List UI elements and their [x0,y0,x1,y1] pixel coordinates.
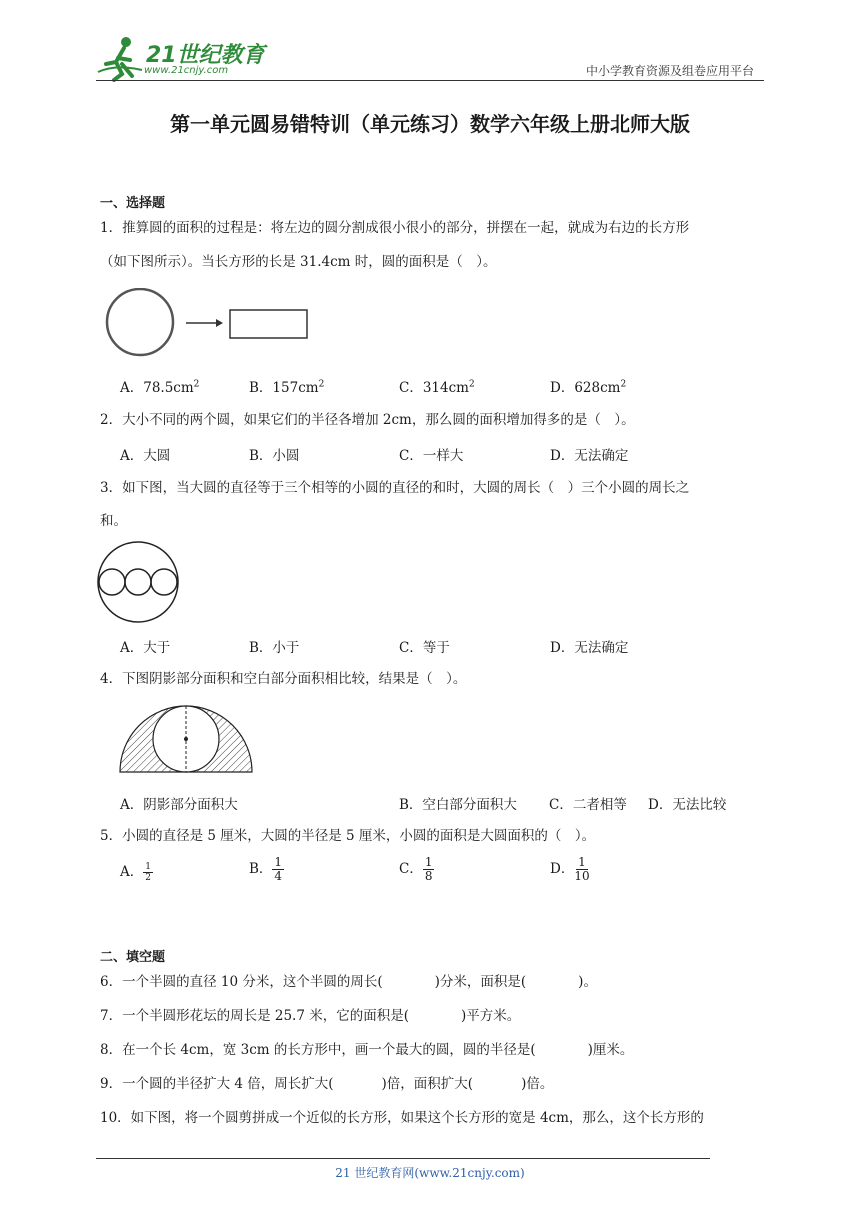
question-10: 10．如下图，将一个圆剪拼成一个近似的长方形，如果这个长方形的宽是 4cm，那么，这个长方形的 [100,1110,704,1126]
fraction-one-tenth: $\frac{1}{10}$ [574,855,590,883]
q4-option-a[interactable]: A．阴影部分面积大 [120,797,238,813]
section-heading-choice: 一、选择题 [100,196,166,211]
logo-runner-icon [96,34,146,84]
q4-option-b[interactable]: B．空白部分面积大 [399,797,517,813]
q3-option-b[interactable]: B．小于 [249,640,300,656]
question-6: 6．一个半圆的直径 10 分米，这个半圆的周长( )分米，面积是( )。 [100,974,597,990]
q4-option-d[interactable]: D．无法比较 [648,797,727,813]
logo-url: www.21cnjy.com [144,65,229,76]
q5-option-d[interactable]: D． $\frac{1}{10}$ [550,855,590,883]
q2-option-a[interactable]: A．大圆 [120,448,171,464]
question-2: 2．大小不同的两个圆，如果它们的半径各增加 2cm，那么圆的面积增加得多的是（ ）。 [100,412,635,428]
question-4: 4．下图阴影部分面积和空白部分面积相比较，结果是（ ）。 [100,671,467,687]
header-platform-text: 中小学教育资源及组卷应用平台 [585,64,754,78]
question-7: 7．一个半圆形花坛的周长是 25.7 米，它的面积是( )平方米。 [100,1008,521,1024]
header-divider [96,80,764,81]
q4-option-c[interactable]: C．二者相等 [549,797,627,813]
fraction-one-half: $\frac{1}{2}$ [145,862,151,883]
section-heading-fill: 二、填空题 [100,950,166,965]
q3-option-a[interactable]: A．大于 [120,640,171,656]
question-3-line-2: 和。 [100,513,127,529]
circle-to-rectangle-figure [104,288,314,360]
q1-option-c[interactable]: C．$314cm^2$ [399,379,475,396]
q1-option-d[interactable]: D．$628cm^2$ [550,379,627,396]
question-9: 9．一个圆的半径扩大 4 倍，周长扩大( )倍，面积扩大( )倍。 [100,1076,554,1092]
q5-option-c[interactable]: C． $\frac{1}{8}$ [399,855,433,883]
q2-option-b[interactable]: B．小圆 [249,448,300,464]
three-circles-figure [96,540,182,626]
q5-option-b[interactable]: B． $\frac{1}{4}$ [249,855,283,883]
fraction-one-eighth: $\frac{1}{8}$ [424,855,433,883]
footer-divider [96,1158,710,1159]
footer-text: 21 世纪教育网(www.21cnjy.com) [335,1166,525,1180]
q2-option-c[interactable]: C．一样大 [399,448,464,464]
page-title: 第一单元圆易错特训（单元练习）数学六年级上册北师大版 [170,112,690,136]
q1-option-b[interactable]: B．$157cm^2$ [249,379,325,396]
q2-option-d[interactable]: D．无法确定 [550,448,629,464]
question-3-line-1: 3．如下图，当大圆的直径等于三个相等的小圆的直径的和时，大圆的周长（ ）三个小圆的周长之 [100,480,690,496]
question-1-line-2: （如下图所示）。当长方形的长是 31.4cm 时，圆的面积是（ ）。 [100,254,497,270]
q5-option-a[interactable]: A． $\frac{1}{2}$ [120,862,151,883]
q1-option-a[interactable]: A．$78.5cm^2$ [120,379,200,396]
question-5: 5．小圆的直径是 5 厘米，大圆的半径是 5 厘米，小圆的面积是大圆面积的（ ）。 [100,828,596,844]
q3-option-c[interactable]: C．等于 [399,640,450,656]
semicircle-shaded-figure [118,702,254,774]
question-1-line-1: 1．推算圆的面积的过程是：将左边的圆分割成很小很小的部分，拼摆在一起，就成为右边的长方形 [100,220,690,236]
logo-text: 21世纪教育 [146,43,265,68]
fraction-one-quarter: $\frac{1}{4}$ [274,855,283,883]
q3-option-d[interactable]: D．无法确定 [550,640,629,656]
question-8: 8．在一个长 4cm，宽 3cm 的长方形中，画一个最大的圆，圆的半径是( )厘米。 [100,1042,634,1058]
